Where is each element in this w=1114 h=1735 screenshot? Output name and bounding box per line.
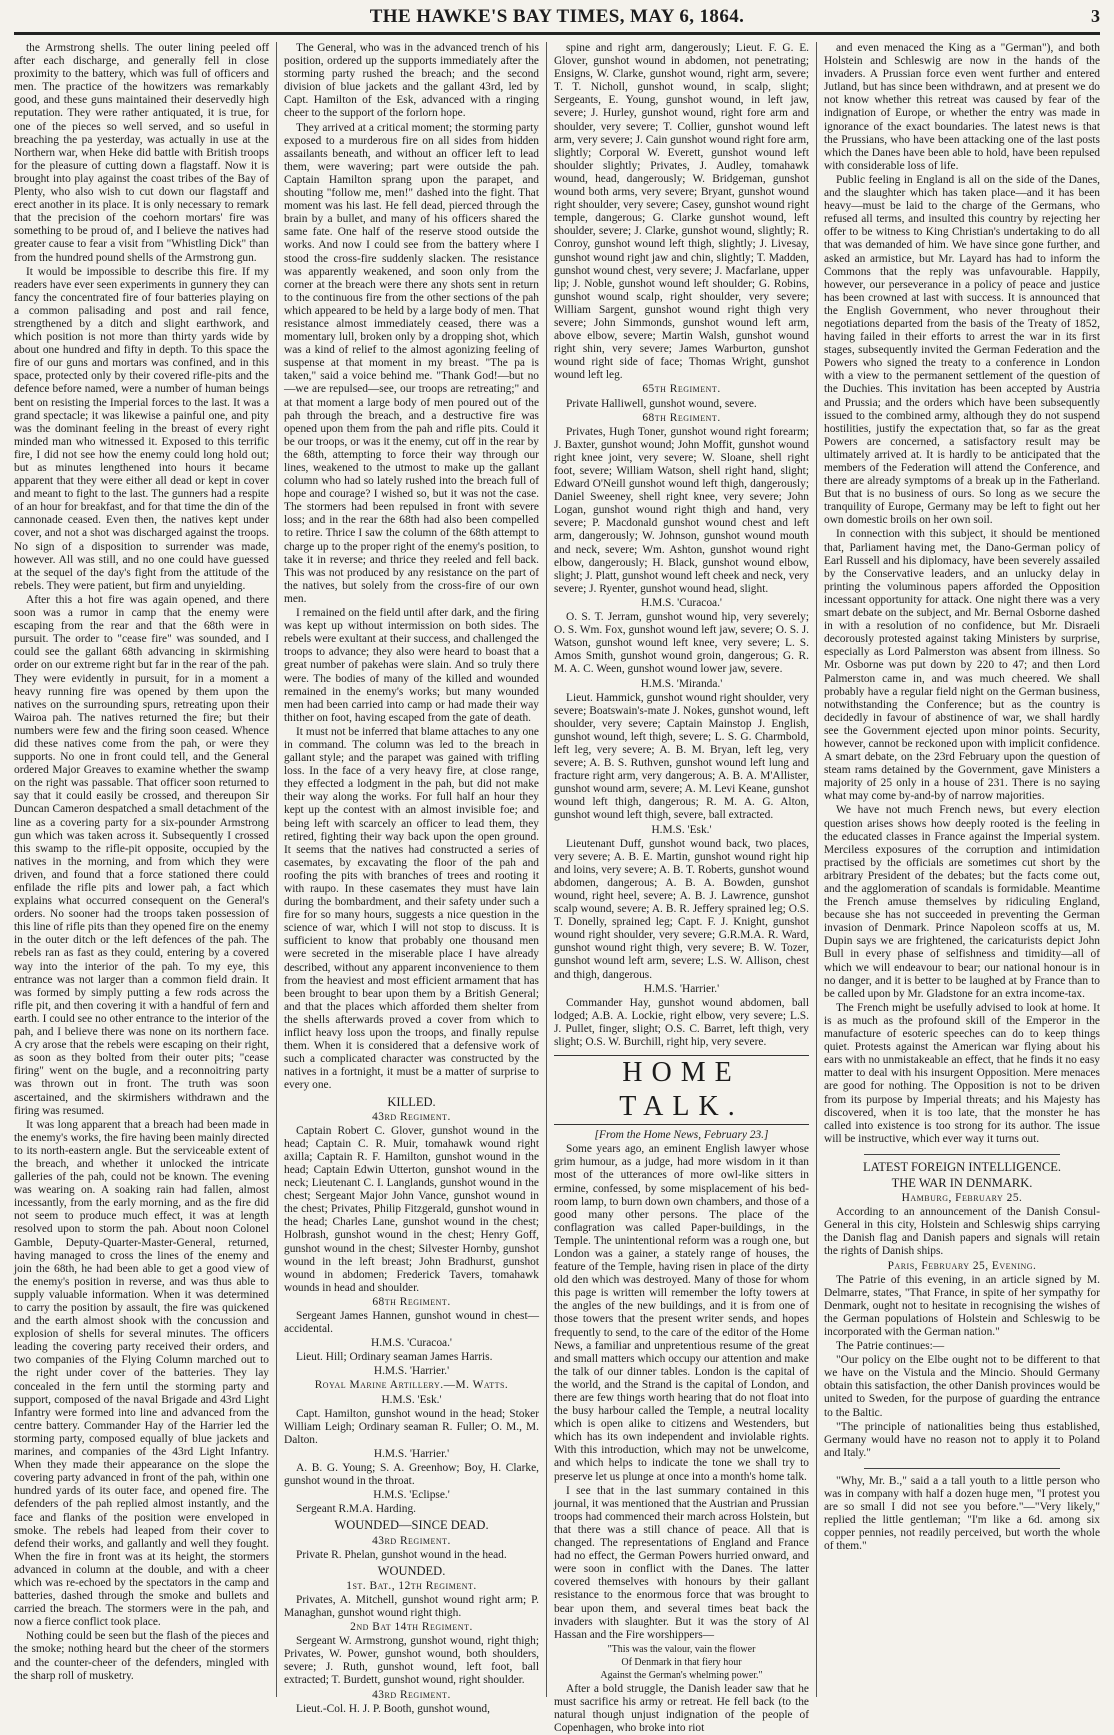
column-1	[14, 42, 269, 1697]
article-paragraph: I see that in the last summary contained in this journal, it was mentioned that the Austrian and Prussian troops had commenced their march across Holstein, but that there was a still chance of peace. All that is changed. The representations of England and France had no effect, the German Powers hurried onward, and were soon in conflict with the Danes. The latter covered themselves with honours by their gallant resistance to the enormous force that was brought to bear upon them, and several times beat back the invaders with slaughter. But it was the story of Al Hassan and the Fire worshippers—	[554, 1484, 809, 1641]
subheading: H.M.S. 'Miranda.'	[640, 677, 723, 690]
section-heading: LATEST FOREIGN INTELLIGENCE.	[862, 1159, 1061, 1174]
casualty-list: A. B. G. Young; S. A. Greenhow; Boy, H. Clarke, gunshot wound in the throat.	[284, 1462, 539, 1488]
subheading: H.M.S. 'Curacoa.'	[371, 1337, 452, 1350]
casualty-list: Sergeant W. Armstrong, gunshot wound, right thigh; Privates, W. Power, gunshot wound, both shoulders, severe; J. Ruth, gunshot wound, left foot, ball extracted; T. Burdett, gunshot wound, right shoulder.	[284, 1635, 539, 1687]
article-paragraph: After this a hot fire was again opened, and there soon was a rumor in camp that the enemy were escaping from the rear and that the 68th were in pursuit. The order to "cease fire" was sounded, and I could see the gallant 68th advancing in skirmishing order on our extreme right but far in the rear of the pah. They were evidently in pursuit, for in a moment a heavy running fire was opened by them upon the natives on the surrounding spurs, retreating upon their Wairoa pah. The natives returned the fire; but their numbers were few and the firing soon ceased. Whence did these natives come from the pah, or were they supports. No one in front could tell, and the General ordered Major Greaves to examine whether the swamp on the right was passable. That officer soon returned to say that it could easily be crossed, and thereupon Sir Duncan Cameron despatched a small detachment of the line as a covering party for a six-pounder Armstrong gun which was taken across it. Subsequently I crossed this swamp to the rifle-pit opposite, occupied by the natives in the morning, and from which they were driven, and found that a force stationed there could enfilade the rifle pits and lower pah, a fact which explains what occurred consequent on the General's orders. No sooner had the troops taken possession of this line of rifle pits than they opened fire on the enemy in the outer ditch or the left defences of the pah. The rebels ran as fast as they could, entering by a covered way into the interior of the pah. To my eye, this entrance was not larger than a common field drain. It was formed by simply putting a few rods across the rifle pit, and then covering it with a handful of fern and earth. I could see no other entrance to the interior of the pah, and I believe there was none on its northern face. A cry arose that the rebels were escaping on their right, as soon as they bolted from their outer pits; "cease firing" went on the bugle, and a reconnoitring party was thrown out in front. The truth was soon ascertained, and the skirmishers withdrawn and the firing was resumed.	[14, 593, 269, 1117]
section-heading: KILLED.	[387, 1094, 436, 1109]
subheading: 1st. Bat., 12th Regiment.	[346, 1579, 477, 1592]
article-paragraph: the Armstrong shells. The outer lining peeled off after each discharge, and generally fell in close proximity to the battery, which was full of officers and men. The practice of the howitzers was remarkably good, and these guns maintained their deservedly high reputation. They were rather antiquated, it is true, for one of the pieces so well served, and so useful in breaching the pa yesterday, was actually in use at the Northern war, when Heke did battle with British troops for the pleasure of cutting down a flagstaff. Now it is brought into play against the coast tribes of the Bay of Plenty, who also wish to cut down our flagstaff and erect another in its place. It is only necessary to remark that the precision of the coehorn mortars' fire was something to be proud of, and I believe the natives had greater cause to fear a visit from "Whistling Dick" than from the hundred pound shells of the Armstrong gun.	[14, 42, 269, 264]
casualty-list: Capt. Hamilton, gunshot wound in the head; Stoker William Leigh; Ordinary seaman R. Fuller; O. M., M. Dalton.	[284, 1407, 539, 1446]
article-paragraph: "The principle of nationalities being thus established, Germany would have no reason not to apply it to Poland and Italy."	[824, 1420, 1100, 1459]
section-heading: WOUNDED.	[377, 1563, 446, 1578]
page-number: 3	[1091, 6, 1100, 26]
masthead	[14, 6, 1100, 34]
casualty-list: O. S. T. Jerram, gunshot wound hip, very severely; O. S. Wm. Fox, gunshot wound left jaw, severe; O. S. J. Watson, gunshot wound left knee, very severe; L. S. Amos Smith, gunshot wound groin, dangerous; G. R. M. A. C. Ween, gunshot wound lower jaw, severe.	[554, 611, 810, 676]
casualty-list: Privates, Hugh Toner, gunshot wound right forearm; J. Baxter, gunshot wound; John Moffit, gunshot wound right knee joint, very severe; W. Sloane, shell right foot, severe; William Watson, shell right hand, slight; Edward O'Neill gunshot wound left thigh, dangerously; Daniel Sweeney, shell right knee, very severe; John Logan, gunshot wound right thigh and hand, very severe; P. Macdonald gunshot wound chest and left arm, dangerously; W. Johnson, gunshot wound mouth and neck, severe; Wm. Ashton, gunshot wound right elbow, dangerously; H. Black, gunshot wound elbow, slight; J. Platt, gunshot wound left cheek and neck, very severe; J. Ryenter, gunshot wound head, slight.	[554, 425, 809, 595]
article-paragraph: "Our policy on the Elbe ought not to be different to that we have on the Vistula and the Mincio. Should Germany obtain this satisfaction, the other Danish provinces would be united to Sweden, for the purpose of guarding the entrance to the Baltic.	[824, 1354, 1100, 1419]
casualty-list: Lieut.-Col. H. J. P. Booth, gunshot wound,	[296, 1702, 490, 1715]
subheading: 65th Regiment.	[642, 383, 721, 396]
article-paragraph: Some years ago, an eminent English lawyer whose grim humour, as a judge, had more wisdom in it than most of the utterances of more owl-like sitters in ermine, confessed, by some misplacement of his bed-room lamp, to burn down own chambers, and those of a good many other persons. The place of the conflagration was called Paper-buildings, in the Temple. The unintentional reform was a rough one, but London was a gainer, a stately range of houses, the feature of the Temple, having risen in place of the dirty old den which was destroyed. Many of those for whom this page is written will remember the lofty towers at the angles of the new buildings, and it is from one of those towers that the present writer sends, and hopes frequently to send, to the care of the editor of the Home News, a familiar and unpretentious resume of the great and small matters which occupy our attention and make the talk of our dinner tables. London is the capital of the world, and the Strand is the capital of London, and there are few things worth hearing that do not float into the busy harbour called the Temple, a neutral locality which is open alike to citizens and Westenders, but which has its own independent and inviolable rights. With this introduction, which may not be unwelcome, and which helps to indicate the tone we shall try to preserve let us plunge at once into a month's home talk.	[554, 1143, 809, 1483]
page-title: THE HAWKE'S BAY TIMES, MAY 6, 1864.	[369, 6, 745, 27]
article-paragraph: I remained on the field until after dark, and the firing was kept up without intermission on both sides. The rebels were exultant at their success, and challenged the troops to advance; they also were heard to boast that a great number of pakehas were slain. And so truly there were. The bodies of many of the killed and wounded remained in the enemy's works; but many wounded men had been carried into camp or had made their way thither on foot, having escaped from the gate of death.	[284, 607, 539, 724]
casualty-list: Captain Robert C. Glover, gunshot wound in the head; Captain C. R. Muir, tomahawk wound right axilla; Captain R. F. Hamilton, gunshot wound in the head; Captain Edwin Utterton, gunshot wound in the neck; Lieutenant C. I. Langlands, gunshot wound in the chest; Sergeant Major John Vance, gunshot wound in the chest; Privates, Philip Fitzgerald, gunshot wound in the head; Charles Lane, gunshot wound in the chest; Holbrash, gunshot wound in the chest; Henry Goff, gunshot wound in the chest; Silvester Hornby, gunshot wound in the left breast; John Bradhurst, gunshot wound in abdomen; Frederick Tavers, tomahawk wounds in head and shoulder.	[284, 1124, 539, 1294]
subheading: 43rd Regiment.	[372, 1688, 451, 1701]
subheading: H.M.S. 'Eclipse.'	[373, 1489, 450, 1502]
dateline: Hamburg, February 25.	[901, 1192, 1023, 1205]
article-paragraph: The French might be usefully advised to look at home. It is as much as the profound skill of the Emperor in the manufacture of esoteric speeches can do to keep things quiet. Protests against the American war flying about his ears with no unmistakeable an effect, that he finds it no easy matter to deal with his insurgent Opposition. Mere menaces are good for nothing. The Opposition is not to be driven from its purpose by Imperial threats; and his Majesty has discovered, when it is too late, that the monster he has called into existence is too strong for its author. The issue will be instructive, which ever way it turns out.	[824, 1001, 1100, 1145]
article-paragraph: We have not much French news, but every election question arises shows how deeply rooted is the feeling in the educated classes in France against the Imperial system. Merciless exposures of the corruption and intimidation practised by the officials are sometimes cut short by the arbitrary President of the debates; but the facts come out, and the agglomeration of scandals is formidable. Meantime the French amuse themselves by ridiculing England, because she has not succeeded in preventing the German invasion of Denmark. Prince Napoleon scoffs at us, M. Dupin says we are frightened, the caricaturists depict John Bull in every phase of selfishness and timidity—all of which we will endeavour to bear; our national honour is in no danger, and it is better to be laughed at by France than to be called upon by Mr. Gladstone for an extra income-tax.	[824, 804, 1100, 1000]
casualty-list: Private R. Phelan, gunshot wound in the head.	[296, 1548, 507, 1561]
column-4	[824, 42, 1100, 1697]
subheading: H.M.S. 'Harrier.'	[373, 1365, 450, 1378]
casualty-list: Sergeant R.M.A. Harding.	[296, 1503, 417, 1516]
article-paragraph: It must not be inferred that blame attaches to any one in command. The column was led to the breach in gallant style; and the parapet was gained with trifling loss. In the face of a very heavy fire, at close range, they effected a lodgment in the pah, but did not make their way along the works. For full half an hour they kept up the contest with an almost invisible foe; and being left with scarcely an officer to lead them, they retired, fighting their way back upon the open ground. It seems that the natives had constructed a series of casemates, by excavating the floor of the pah and roofing the pits with branches of trees and rooting it with raupo. In these casemates they must have lain during the bombardment, and their safety under such a fire for so many hours, suggests a nice question in the science of war, which I will not stop to discuss. It is sufficient to know that probably one thousand men were secreted in the miserable place I have already described, without any apparent inconvenience to them from the heaviest and most efficient armament that has been brought to bear upon them by a British General; and that the places which afforded them shelter from the shells afterwards proved a cover from which to inflict heavy loss upon the troops, and finally repulse them. When it is considered that a defensive work of such a complicated character was constructed by the natives in a fortnight, it must be a matter of surprise to every one.	[284, 725, 539, 1092]
article-paragraph: The Patrie of this evening, in an article signed by M. Delmarre, states, "That France, in spite of her sympathy for Denmark, ought not to hesitate in recognising the wishes of the German populations of Holstein and Schleswig to be incorporated with the German nation."	[824, 1273, 1100, 1338]
casualty-list: Sergeant James Hannen, gunshot wound in chest—accidental.	[284, 1310, 539, 1336]
masthead-rule	[14, 34, 1100, 35]
column-2	[284, 42, 539, 1715]
subheading: 68th Regiment.	[642, 411, 721, 424]
subheading: H.M.S. 'Esk.'	[381, 1393, 442, 1406]
article-paragraph: It would be impossible to describe this fire. If my readers have ever seen experiments in gunnery they can fancy the concentrated fire of four batteries playing on a common palisading and post and rail fence, strengthened by a ditch and slight earthwork, and which position is not more than thirty yards wide by about one hundred and fifty in depth. To this space the fire of our guns and mortars was confined, and in this space, protected only by their covered rifle-pits and the defence before named, were a number of human beings bent on resisting the Imperial forces to the last. It was a grand spectacle; it was likewise a painful one, and pity was the dominant feeling in the breast of every right minded man who witnessed it. Exposed to this terrific fire, I did not see how the enemy could long hold out; but as minutes lengthened into hours it became apparent that they were either all dead or kept in cover and meant to fight to the last. The gunners had a respite of an hour for breakfast, and for that time the din of the cannonade ceased. Even then, the natives kept under cover, and not a shot was discharged against the troops. No sign of a disposition to surrender was made, however. All was still, and no one could have guessed at the sequel of the day's fight from the attitude of the rebels. They were patient, but firm and unyielding.	[14, 265, 269, 592]
source-line: [From the Home News, February 23.]	[594, 1129, 769, 1142]
casualty-list: Lieut. Hammick, gunshot wound right shoulder, very severe; Boatswain's-mate J. Nokes, gunshot wound, left shoulder, very severe; Captain Mainstop J. English, gunshot wound, left thigh, severe; L. S. G. Charmbold, left leg, very severe; A. B. M. Bryan, left leg, very severe; A. B. S. Ruthven, gunshot wound left lung and fracture right arm, very dangerous; A. B. A. M'Allister, gunshot wound arm, severe; A. M. Levi Keane, gunshot wound left thigh, dangerous; R. M. A. G. Alton, gunshot wound left thigh, severe, ball extracted.	[554, 691, 809, 822]
subheading: 68th Regiment.	[372, 1295, 451, 1308]
article-paragraph: According to an announcement of the Danish Consul-General in this city, Holstein and Schleswig ships carrying the Danish flag and Danish papers and signals will retain the rights of Danish ships.	[824, 1206, 1100, 1258]
subheading: H.M.S. 'Curacoa.'	[641, 596, 722, 609]
home-talk-heading: HOME TALK.	[554, 1055, 809, 1125]
column-3	[554, 42, 810, 1735]
subheading: 2nd Bat 14th Regiment.	[350, 1621, 473, 1634]
casualty-list: Lieutenant Duff, gunshot wound back, two places, very severe; A. B. E. Martin, gunshot wound right hip and loins, very severe; A. B. T. Roberts, gunshot wound abdomen, dangerous; A. B. A. Bowden, gunshot wound, right heel, severe; A. B. J. Lawrence, gunshot scalp wound, severe; A. B. R. Jeffery sprained leg; O.S. T. Donelly, sprained leg; Capt. F. J. Knight, gunshot wound right shoulder, very severe; G.R.M.A. R. Ward, gunshot wound right thigh, very severe; B. W. Tozer, gunshot wound left arm, severe; L.S. W. Allison, chest and thigh, dangerous.	[554, 837, 809, 981]
article-paragraph: In connection with this subject, it should be mentioned that, Parliament having met, the Dano-German policy of Earl Russell and his diplomacy, have been severely assailed by the Conservative leaders, and an unlucky delay in printing the voluminous papers afforded the Opposition incessant opportunity for attack. One night there was a very smart debate on the subject, and Mr. Bernal Osborne dashed in with a resolution of no confidence, but Mr. Disraeli decorously protested against taking Ministers by surprise, especially as Lord Palmerston was absent from illness. So Mr. Osborne was put down by 220 to 47; and then Lord Palmerston came in, and was much cheered. We shall probably have a regular field night on the German business, notwithstanding the Conference; but as the country is decidedly in favour of abstinence of war, we shall hardly see the Government ejected upon minor points. Security, however, cannot be reckoned upon with implicit confidence. A smart debate, on the 23rd February upon the question of steam rams detained by the Government, gave Ministers a majority of 25 only in a house of 231. There is no saying what may come by-and-by of narrow majorities.	[824, 528, 1100, 803]
verse-line: "This was the valour, vain the flower	[607, 1643, 756, 1655]
subheading: H.M.S. 'Esk.'	[651, 823, 712, 836]
article-paragraph: Public feeling in England is all on the side of the Danes, and the slaughter which has taken place—and it has been heavy—must be laid to the charge of the Germans, who refused all terms, and insulted this country by rejecting her offer to be witness to King Christian's undertaking to do all that was demanded of him. We have since gone further, and asked an armistice, but Mr. Layard has had to inform the Commons that the reply was unfavourable. Happily, however, our perseverance in a policy of peace and justice has been crowned at last with success. It is announced that the English Government, who never throughout their negotiations departed from the basis of the Treaty of 1852, having failed in their efforts to arrest the war in its first stages, subsequently invited the German Federation and the Powers who signed the treaty to a conference in London with a view to the permanent settlement of the question of the Duchies. This invitation has been accepted by Austria and Prussia; and the orders which have been subsequently issued to the combined army, although they do not suspend hostilities, justify the expectation that, so far as the great Powers are concerned, a satisfactory result may be ultimately arrived at. It is hardly to be anticipated that the members of the Federation will attend the Conference, and there are already symptoms of a break up in the Fatherland. But that is no business of ours. So long as we secure the tranquility of Europe, Germany may be left to fight out her own domestic broils on her own soil.	[824, 173, 1100, 527]
casualty-list: Lieut. Hill; Ordinary seaman James Harris.	[296, 1351, 493, 1364]
section-divider	[864, 1154, 1060, 1155]
article-paragraph: After a bold struggle, the Danish leader saw that he must sacrifice his army or retreat. He fell back (to the natural though unjust indignation of the people of Copenhagen, who broke into riot	[554, 1682, 809, 1735]
article-paragraph: The General, who was in the advanced trench of his position, ordered up the supports immediately after the storming party rushed the breach; and the second division of blue jackets and the gallant 43rd, led by Capt. Hamilton of the Esk, advanced with a ringing cheer to the support of the forlorn hope.	[284, 42, 539, 120]
subheading: Royal Marine Artillery.—M. Watts.	[314, 1379, 509, 1392]
casualty-list: Privates, A. Mitchell, gunshot wound right arm; P. Managhan, gunshot wound right thigh.	[284, 1593, 539, 1619]
subheading: 43rd Regiment.	[372, 1110, 451, 1123]
article-paragraph: "Why, Mr. B.," said a a tall youth to a little person who was in company with half a dozen huge men, "I protest you are so small I did not see you before."—"Very likely," replied the little gentleman; "I'm like a 6d. among six copper pennies, not readily perceived, but worth the whole of them."	[824, 1474, 1100, 1553]
section-heading: WOUNDED—SINCE DEAD.	[334, 1518, 489, 1533]
column-divider	[546, 42, 547, 1697]
subheading: H.M.S. 'Harrier.'	[373, 1447, 450, 1460]
casualty-list: Commander Hay, gunshot wound abdomen, ball lodged; A.B. A. Lockie, right elbow, very severe; L.S. J. Pullet, finger, slight; O.S. C. Barret, left thigh, very slight; O.S. W. Burchill, right hip, very severe.	[554, 996, 809, 1049]
article-paragraph: Nothing could be seen but the flash of the pieces and the smoke; nothing heard but the cheer of the stormers and the counter-cheer of the defenders, mingled with the sharp roll of musketry.	[14, 1630, 269, 1682]
subheading: 43rd Regiment.	[372, 1534, 451, 1547]
section-heading: THE WAR IN DENMARK.	[891, 1175, 1033, 1190]
article-paragraph: They arrived at a critical moment; the storming party exposed to a murderous fire on all sides from hidden assailants beneath, and without an officer left to lead them, were wavering; part were outside the pah. Captain Hamilton sprang upon the parapet, and shouting "follow me, men!" dashed into the fight. That moment was his last. He fell dead, pierced through the brain by a bullet, and many of his officers shared the same fate. One half of the reserve stood outside the works. And now I could see from the battery where I stood the cross-fire suddenly slacken. The resistance was apparently weakened, and soon only from the corner at the breach were there any shots sent in return to the continuous fire from the other sections of the pah which appeared to be held by a large body of men. That resistance almost immediately ceased, there was a momentary lull, broken only by a dropping shot, which was a kind of relief to the almost agonizing feeling of suspense at that moment in my breast. "The pa is taken," said a voice behind me. "Thank God!—but no—we are repulsed—see, our troops are retreating;" and at that moment a large body of men poured out of the pah through the breach, and a destructive fire was opened upon them from the pah and rifle pits. Could it be our troops, or was it the enemy, cut off in the rear by the 68th, attempting to force their way through our lines, weakened to the utmost to make up the gallant column who had so lately rushed into the breach full of hope and courage? I wished so, but it was not the case. The stormers had been repulsed in front with severe loss; and in the rear the 68th had also been compelled to retire. Thrice I saw the column of the 68th attempt to charge up to the proper right of the enemy's position, to take it in reverse; and thrice they reeled and fell back. This was not produced by any resistance on the part of the natives, but solely from the cross-fire of our own men.	[284, 121, 539, 605]
verse-line: Against the German's whelming power."	[600, 1669, 763, 1681]
subheading: H.M.S. 'Harrier.'	[643, 982, 720, 995]
dateline: Paris, February 25, Evening.	[887, 1259, 1037, 1272]
column-divider	[276, 42, 277, 1697]
article-paragraph: It was long apparent that a breach had been made in the enemy's works, the fire having been mainly directed to its north-eastern angle. But the serviceable extent of the breach, and whether it unlocked the intricate galleries of the pah, could not be known. The evening was wearing on. A soaking rain had fallen, almost incessantly, from the early morning, and as the fire did not seem to produce much effect, it was at length resolved upon to storm the pah. About noon Colonel Gamble, Deputy-Quarter-Master-General, returned, having managed to cross the lines of the enemy and join the 68th, he had been able to get a good view of the enemy's position in reverse, and was thus able to supply valuable information. When it was determined to carry the position by assault, the fire was quickened and the earth almost shook with the concussion and explosion of shells for several minutes. The officers leading the covering party received their orders, and two companies of the Flying Column marched out to the right under cover of the batteries. They lay concealed in the fern until the storming party and support, composed of the naval Brigade and 43rd Light Infantry were formed into line and advanced from the centre battery. Commander Hay of the Harrier led the storming party, composed equally of blue jackets and marines, and companies of the 43rd Light Infantry. When they made their appearance on the slope the covering party advanced in front of the pah, within one hundred yards of its outer face, and opened fire. The defenders of the pah replied almost instantly, and the face and flanks of the position were enveloped in smoke. The rebels had leaped from their cover to defend their works, and gallantly and well they fought. When the fire in front was at its height, the stormers advanced in column at the double, and with a cheer which was re-echoed by the spectators in the camp and batteries, dashed through the smoke and bullets and carried the breach. The stormers were in the pah, and now a fierce conflict took place.	[14, 1118, 269, 1629]
article-paragraph: and even menaced the King as a "German"), and both Holstein and Schleswig are now in the hands of the invaders. A Prussian force even went further and entered Jutland, but has since been withdrawn, and at present we do not know whether this retreat was caused by fear of the indignation of Europe, or whether the entry was made in ignorance of the exact boundaries. The latest news is that the Prussians, who have been attacking one of the last posts which the Danes have been able to hold, have been repulsed with considerable loss of life.	[824, 42, 1100, 172]
column-divider	[816, 42, 817, 1697]
verse-line: Of Denmark in that fiery hour	[621, 1656, 742, 1668]
casualty-list: Private Halliwell, gunshot wound, severe.	[566, 397, 757, 410]
section-divider	[864, 1468, 1060, 1469]
casualty-list: spine and right arm, dangerously; Lieut. F. G. E. Glover, gunshot wound in abdomen, not penetrating; Ensigns, W. Clarke, gunshot wound, right arm, severe; T. T. Nicholl, gunshot wound, in scalp, slight; Sergeants, E. Young, gunshot wound, in left jaw, severe; J. Hurley, gunshot wound, right fore arm and shoulder, very severe; T. Collier, gunshot wound left arm, very severe; J. Cain gunshot wound right fore arm, slightly; Corporal W. Everett, gunshot wound left shoulder slightly; Privates, J. Audley, tomahawk wound, head, dangerously; W. Bridgeman, gunshot wound both arms, very severe; Bryant, gunshot wound right shoulder, very severe; Casey, gunshot wound right temple, dangerous; G. Clarke gunshot wound, left shoulder, severe; J. Clarke, gunshot wound, slightly; R. Conroy, gunshot wound left thigh, slightly; J. Livesay, gunshot wound right jaw and chin, slightly; T. Madden, gunshot wound chest, very severe; J. Macfarlane, upper lip; J. Noble, gunshot wound left shoulder; G. Robins, gunshot wound scalp, right shoulder, very severe; William Sargent, gunshot wound right thigh very severe; John Simmonds, gunshot wound left arm, above elbow, severe; Martin Walsh, gunshot wound right shin, very severe; James Warburton, gunshot wound right side of face; Thomas Wright, gunshot wound left leg.	[554, 42, 809, 382]
article-paragraph: The Patrie continues:—	[836, 1340, 945, 1353]
